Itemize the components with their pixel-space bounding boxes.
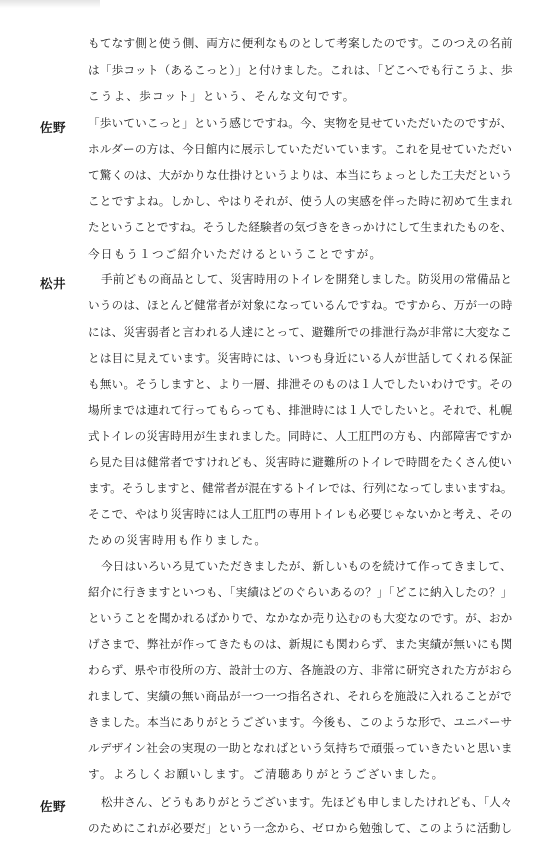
- text-line: 場所までは連れて行ってもらっても、排泄時には１人でしたいと。それで、札幌: [88, 403, 513, 417]
- speaker-name: 松井: [40, 276, 67, 291]
- text-line: げさまで、弊社が作ってきたものは、新規にも関わらず、また実績が無いにも関: [88, 637, 513, 651]
- text-line: たということですね。そうした経験者の気づきをきっかけにして生まれたものを、: [88, 220, 512, 234]
- speaker-name: 佐野: [40, 120, 67, 135]
- text-line: 「歩いていこっと」という感じですね。今、実物を見せていただいたのですが、: [88, 116, 513, 130]
- text-line: のためにこれが必要だ」という一念から、ゼロから勉強して、このように活動し: [88, 821, 513, 835]
- text-line: 紹介に行きますといつも、「実績はどのぐらいあるの？」「どこに納入したの？」: [88, 585, 513, 599]
- text-line: ら見た目は健常者ですけれども、災害時に避難所のトイレで時間をたくさん使い: [88, 455, 512, 469]
- text-line: ホルダーの方は、今日館内に展示していただいています。これを見せていただい: [88, 142, 513, 156]
- scan-edge-shadow: [0, 0, 100, 8]
- text-line: は「歩コット（あるこっと）」と付けました。これは、「どこへでも行こうよ、歩: [88, 63, 513, 77]
- text-line: 今日もう１つご紹介いただけるということですが。: [88, 247, 383, 261]
- text-line: 松井さん、どうもありがとうございます。先ほども申しましたけれども、「人々: [101, 795, 513, 809]
- text-line: 式トイレの災害時用が生まれました。同時に、人工肛門の方も、内部障害ですか: [88, 429, 512, 443]
- text-line: ための災害時用も作りました。: [88, 533, 268, 547]
- speaker-name: 佐野: [40, 799, 67, 814]
- text-line: 今日はいろいろ見ていただきましたが、新しいものを続けて作ってきまして、: [101, 559, 512, 573]
- text-line: いうのは、ほとんど健常者が対象になっているんですね。ですから、万が一の時: [88, 298, 513, 312]
- text-line: わらず、県や市役所の方、設計士の方、各施設の方、非常に研究された方がおら: [88, 663, 513, 677]
- text-line: 手前どもの商品として、災害時用のトイレを開発しました。防災用の常備品と: [101, 272, 513, 286]
- text-line: す。よろしくお願いします。ご清聴ありがとうございました。: [88, 767, 445, 781]
- text-line: ことですよね。しかし、やはりそれが、使う人の実感を伴った時に初めて生まれ: [88, 194, 513, 208]
- text-line: もてなす側と使う側、両方に便利なものとして考案したのです。このつえの名前: [88, 36, 513, 50]
- text-line: こうよ、歩コット」という、そんな文句です。: [88, 89, 356, 103]
- text-line: ルデザイン社会の実現の一助となればという気持ちで頑張っていきたいと思いま: [88, 741, 513, 755]
- text-line: そこで、やはり災害時には人工肛門の専用トイレも必要じゃないかと考え、その: [88, 507, 513, 521]
- text-line: も無い。そうしますと、より一層、排泄そのものは１人でしたいわけです。その: [88, 377, 513, 391]
- text-line: ということを聞かれるばかりで、なかなか売り込むのも大変なのです。が、おか: [88, 611, 513, 625]
- text-line: とは目に見えています。災害時には、いつも身近にいる人が世話してくれる保証: [88, 351, 513, 365]
- text-line: て驚くのは、大がかりな仕掛けというよりは、本当にちょっとした工夫だという: [88, 168, 513, 182]
- text-line: ます。そうしますと、健常者が混在するトイレでは、行列になってしまいますね。: [88, 481, 513, 495]
- text-line: には、災害弱者と言われる人達にとって、避難所での排泄行為が非常に大変なこ: [88, 325, 513, 339]
- text-line: きました。本当にありがとうございます。今後も、このような形で、ユニバーサ: [88, 715, 513, 729]
- text-line: れまして、実績の無い商品が一つ一つ指名され、それらを施設に入れることがで: [88, 689, 512, 703]
